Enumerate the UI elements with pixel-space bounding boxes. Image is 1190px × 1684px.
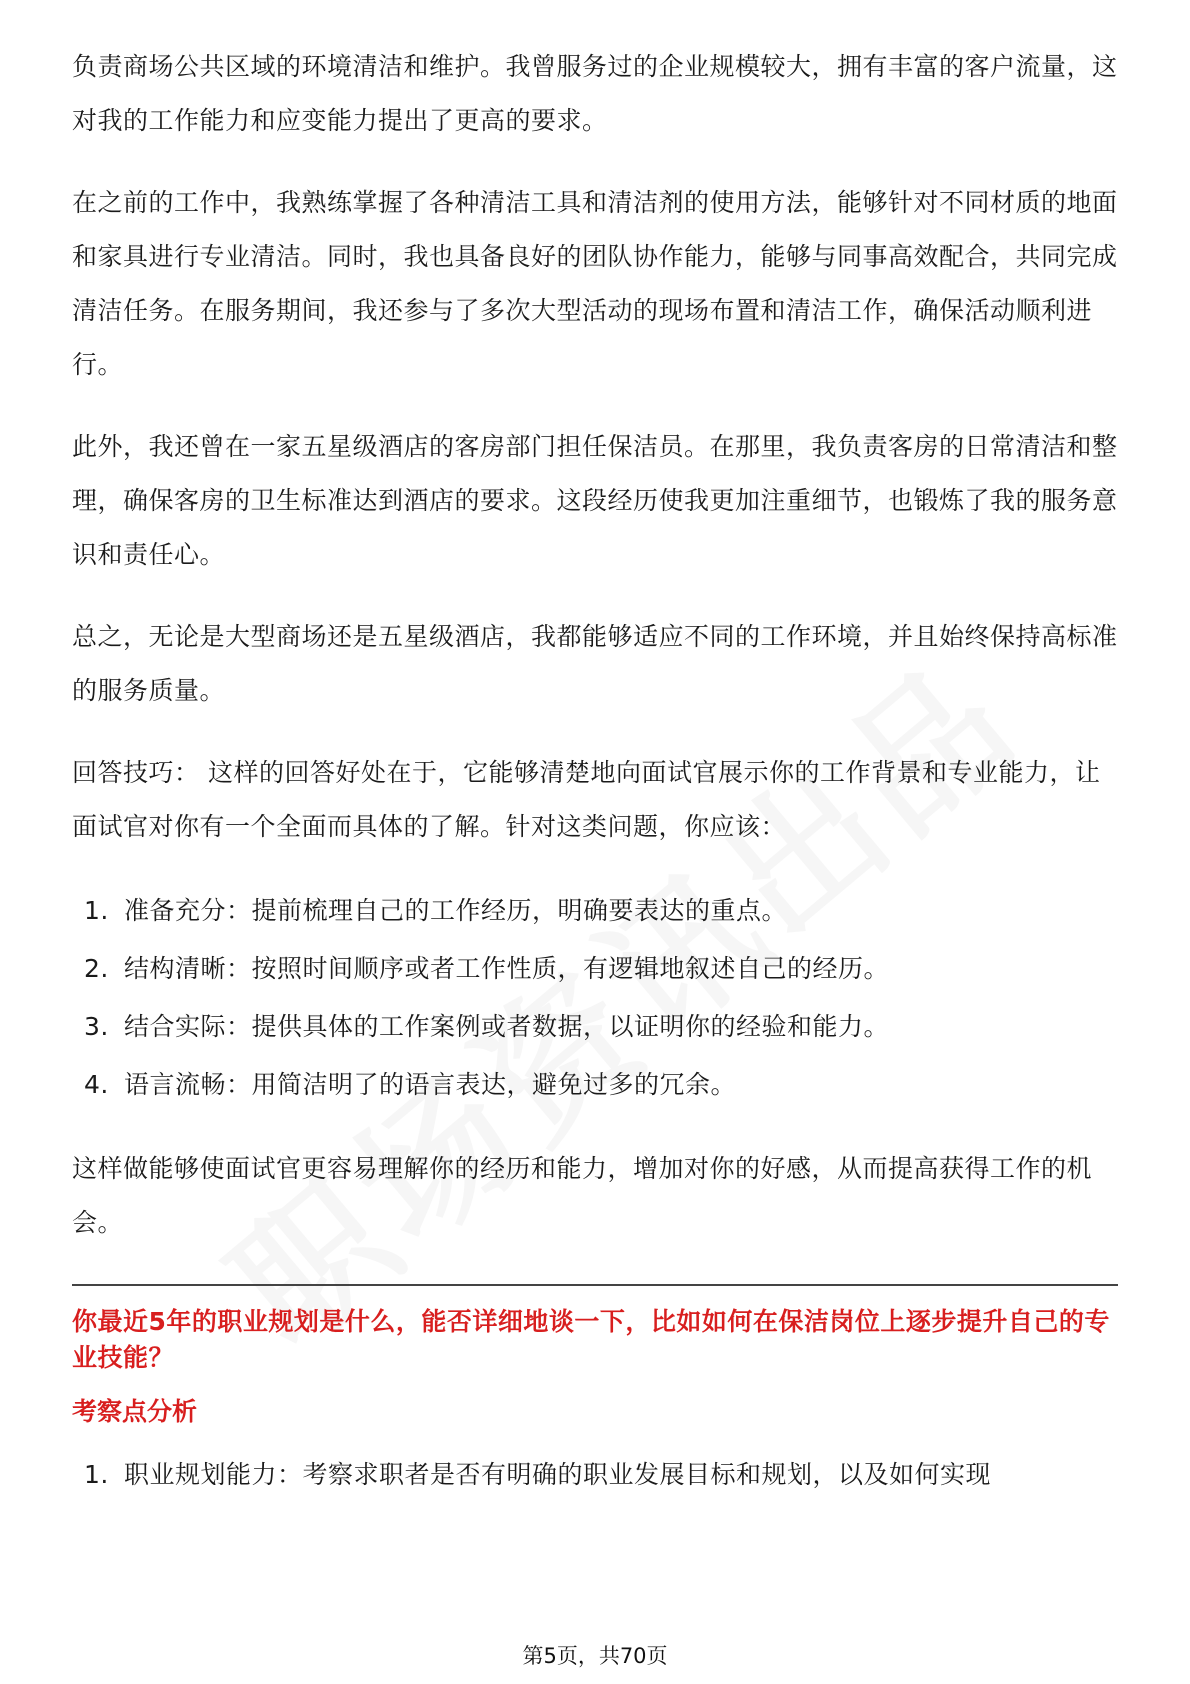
list-number: 3. [84,1012,109,1041]
list-item [72,998,1118,1056]
paragraph-2: 在之前的工作中，我熟练掌握了各种清洁工具和清洁剂的使用方法，能够针对不同材质的地面和家具进行专业清洁。同时，我也具备良好的团队协作能力，能够与同事高效配合，共同完成清洁任务。在服务期间，我还参与了多次大型活动的现场布置和清洁工作，确保活动顺利进行。 [72,188,1118,379]
paragraph-1: 负责商场公共区域的环境清洁和维护。我曾服务过的企业规模较大，拥有丰富的客户流量，这对我的工作能力和应变能力提出了更高的要求。 [72,52,1118,135]
list-number: 1. [84,1460,109,1489]
list-text: 结构清晰：按照时间顺序或者工作性质，有逻辑地叙述自己的经历。 [124,954,890,983]
list-item [72,1448,1118,1502]
list-text: 职业规划能力：考察求职者是否有明确的职业发展目标和规划，以及如何实现 [124,1460,992,1489]
list-text: 结合实际：提供具体的工作案例或者数据，以证明你的经验和能力。 [124,1012,890,1041]
document-page [72,40,1118,1502]
page-footer: 第5页，共70页 [522,1644,668,1668]
list-text: 准备充分：提前梳理自己的工作经历，明确要表达的重点。 [124,896,788,925]
list-number: 2. [84,954,109,983]
divider [72,1284,1118,1286]
analysis-heading: 考察点分析 [72,1397,198,1426]
list-text: 语言流畅：用简洁明了的语言表达，避免过多的冗余。 [124,1070,737,1099]
list-item [72,940,1118,998]
paragraph-answer-tips: 回答技巧： 这样的回答好处在于，它能够清楚地向面试官展示你的工作背景和专业能力，让面试官对你有一个全面而具体的了解。针对这类问题，你应该： [72,758,1101,841]
closing-paragraph: 这样做能够使面试官更容易理解你的经历和能力，增加对你的好感，从而提高获得工作的机会。 [72,1154,1093,1237]
analysis-list [72,1448,1118,1502]
paragraph-4: 总之，无论是大型商场还是五星级酒店，我都能够适应不同的工作环境，并且始终保持高标准的服务质量。 [72,622,1118,705]
list-number: 4. [84,1070,109,1099]
list-item [72,1056,1118,1114]
list-item [72,882,1118,940]
list-number: 1. [84,896,109,925]
paragraph-3: 此外，我还曾在一家五星级酒店的客房部门担任保洁员。在那里，我负责客房的日常清洁和整理，确保客房的卫生标准达到酒店的要求。这段经历使我更加注重细节，也锻炼了我的服务意识和责任心。 [72,432,1118,569]
tips-list [72,882,1118,1114]
interview-question: 你最近5年的职业规划是什么，能否详细地谈一下，比如如何在保洁岗位上逐步提升自己的专业技能？ [72,1307,1110,1372]
